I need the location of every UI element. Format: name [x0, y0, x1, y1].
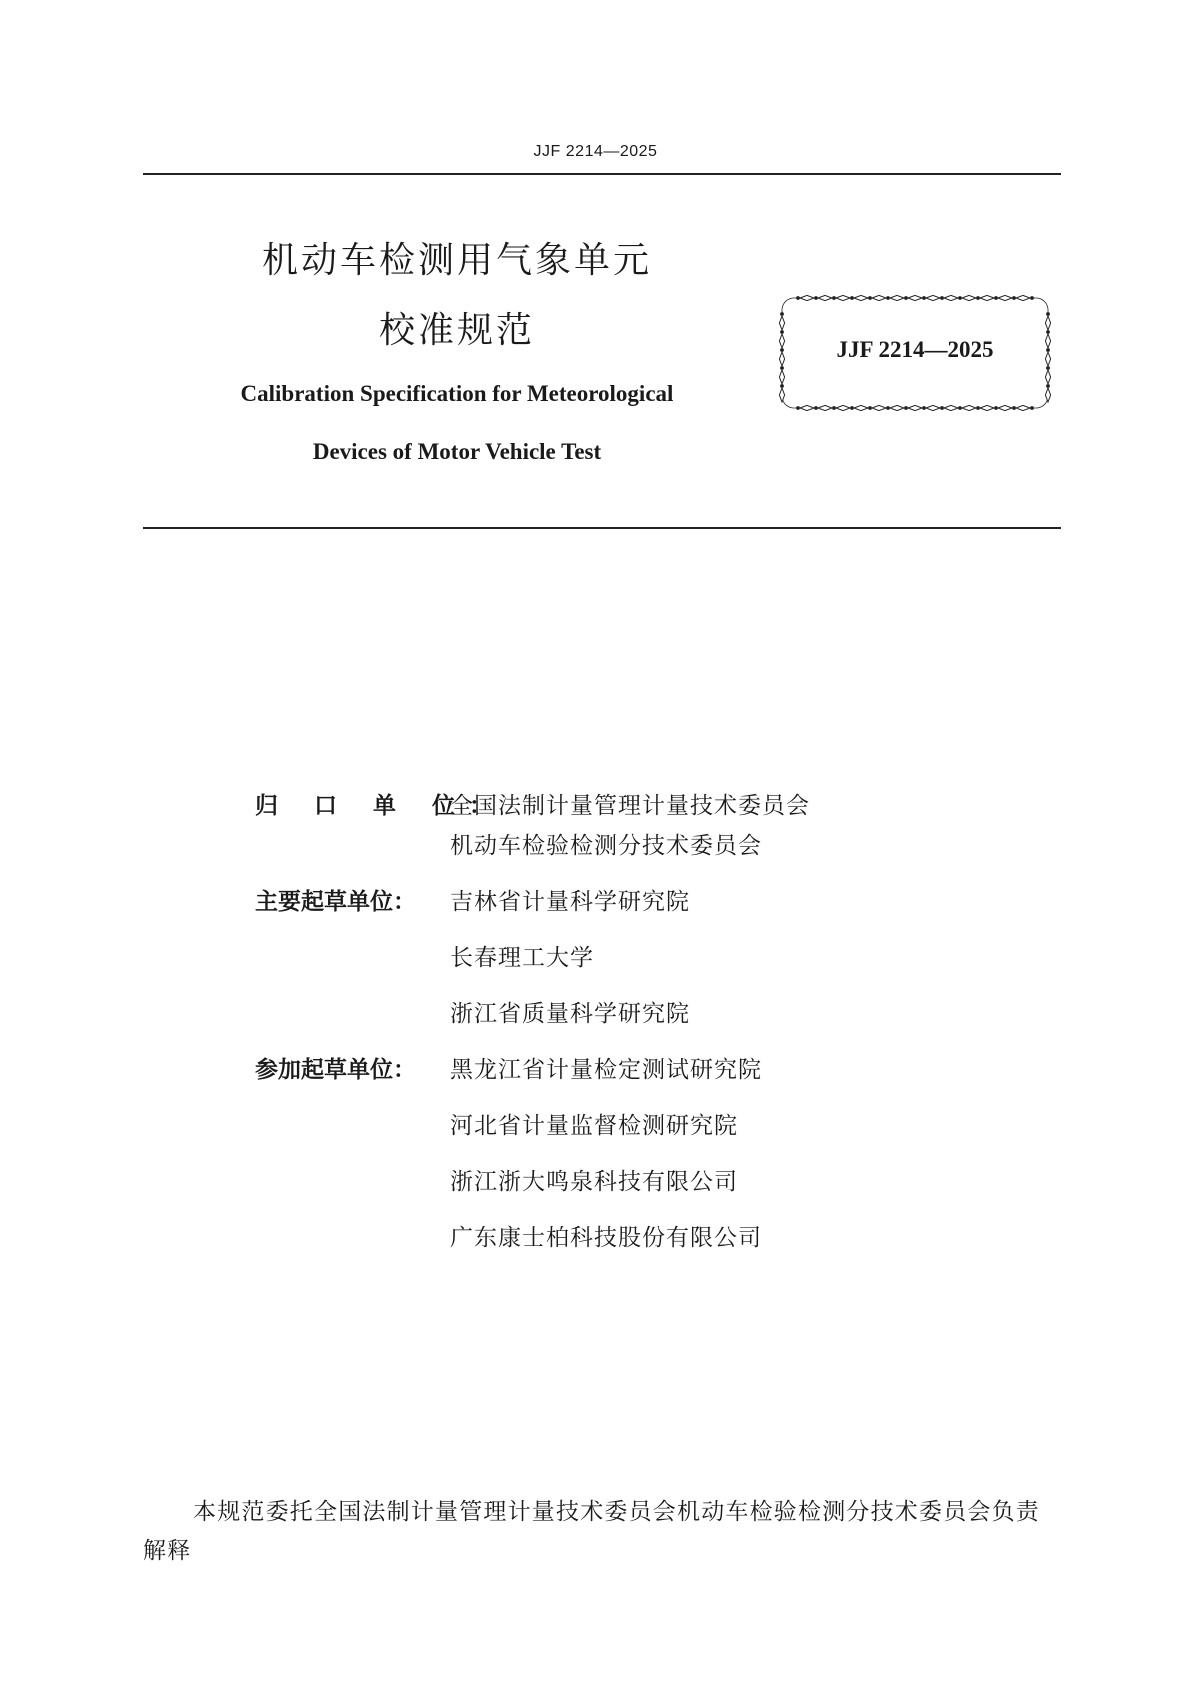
gui-kou-value-1: 全国法制计量管理计量技术委员会	[450, 793, 810, 819]
gui-kou-value-2: 机动车检验检测分技术委员会	[450, 833, 762, 859]
header-divider	[143, 173, 1061, 175]
title-divider	[143, 527, 1061, 529]
title-chinese-line-2: 校准规范	[378, 310, 535, 351]
standard-code: JJF 2214—2025	[836, 337, 994, 362]
standard-code-box	[776, 292, 1054, 414]
can-jia-value-4: 广东康士柏科技股份有限公司	[450, 1225, 762, 1251]
zhu-yao-value-2: 长春理工大学	[450, 945, 594, 971]
zhu-yao-label: 主要起草单位：	[255, 889, 416, 915]
zhu-yao-value-1: 吉林省计量科学研究院	[450, 889, 690, 915]
can-jia-value-2: 河北省计量监督检测研究院	[450, 1113, 738, 1139]
interpretation-note: 本规范委托全国法制计量管理计量技术委员会机动车检验检测分技术委员会负责解释	[143, 1499, 1040, 1564]
gui-kou-label: 归 口 单 位：	[255, 793, 507, 819]
title-english-line-1: Calibration Specification for Meteorological	[240, 381, 674, 406]
title-chinese-line-1: 机动车检测用气象单元	[261, 240, 652, 281]
can-jia-value-3: 浙江浙大鸣泉科技有限公司	[450, 1169, 738, 1195]
header-standard-code: JJF 2214—2025	[533, 143, 658, 160]
can-jia-value-1: 黑龙江省计量检定测试研究院	[450, 1057, 762, 1083]
title-english-line-2: Devices of Motor Vehicle Test	[312, 439, 602, 464]
can-jia-label: 参加起草单位：	[255, 1057, 416, 1083]
zhu-yao-value-3: 浙江省质量科学研究院	[450, 1001, 690, 1027]
